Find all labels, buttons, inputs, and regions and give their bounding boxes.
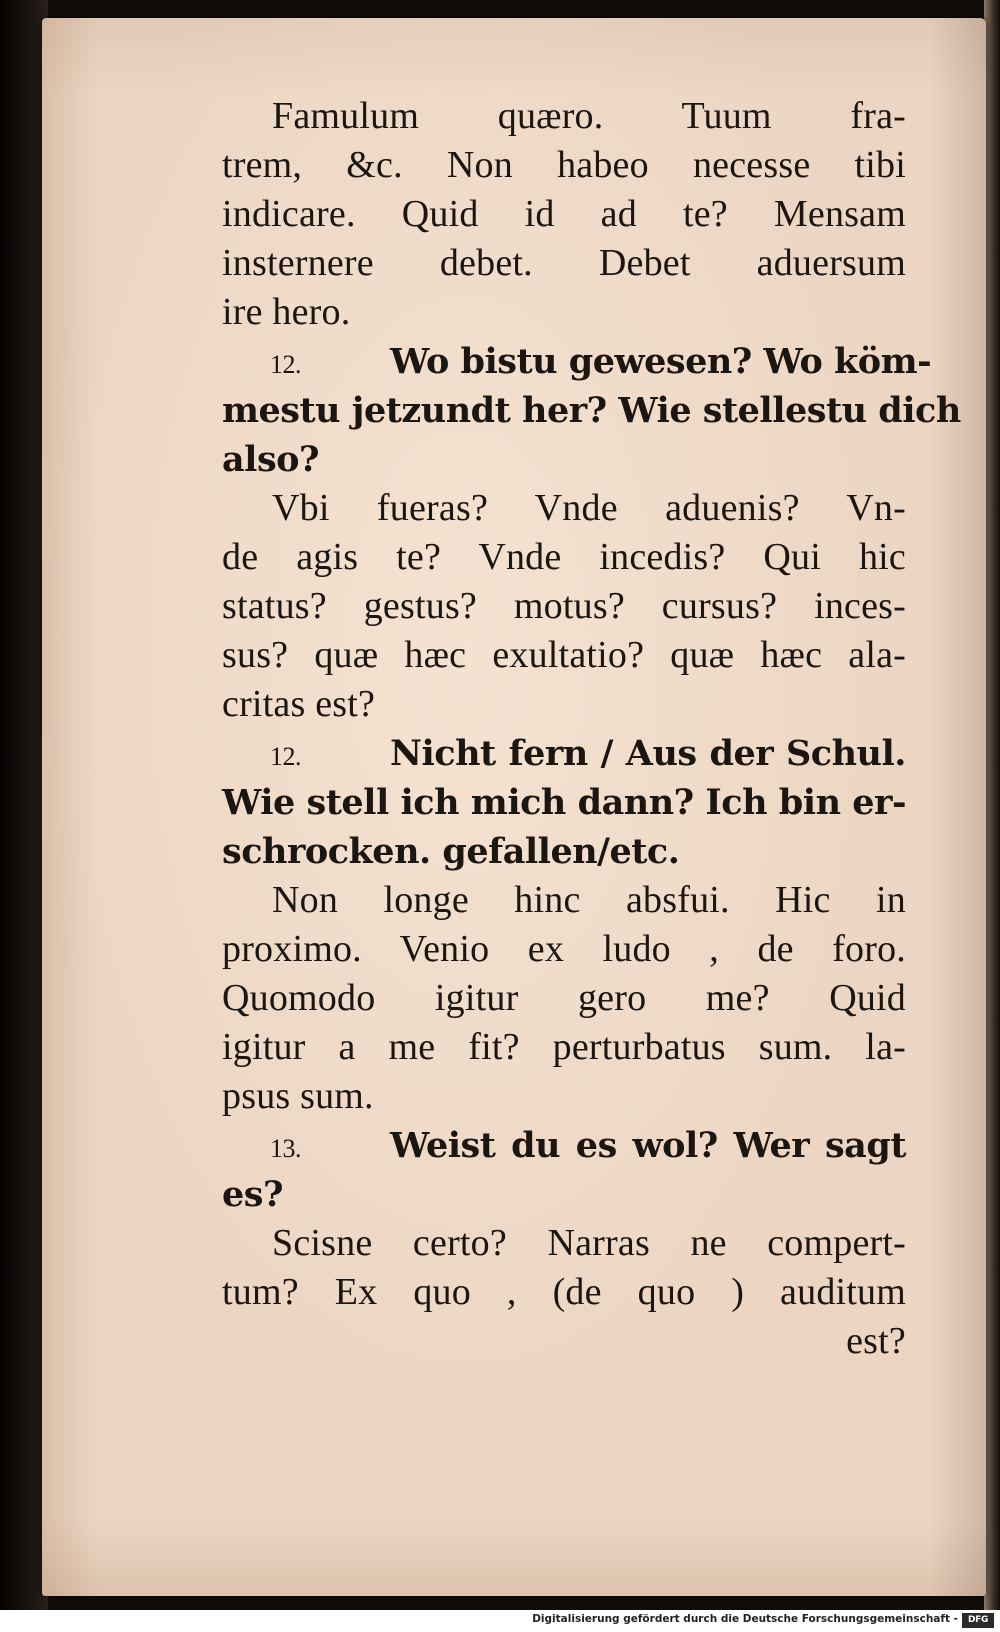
text-line bbox=[222, 288, 906, 337]
text-line bbox=[222, 239, 906, 288]
line-text: Vbi fueras? Vnde aduenis? Vn- bbox=[272, 487, 906, 529]
left-binding-shadow bbox=[0, 0, 48, 1610]
right-page-edge bbox=[984, 0, 1000, 1610]
line-text: Weist du es wol? Wer sagt bbox=[390, 1125, 906, 1166]
line-text: ire hero. bbox=[222, 291, 351, 333]
line-text: indicare. Quid id ad te? Mensam bbox=[222, 193, 906, 235]
text-line bbox=[222, 1023, 906, 1072]
line-text: Non longe hinc absfui. Hic in bbox=[272, 879, 906, 921]
line-text: sus? quæ hæc exultatio? quæ hæc ala- bbox=[222, 634, 906, 676]
text-line bbox=[222, 974, 906, 1023]
text-line bbox=[222, 1121, 906, 1170]
line-text: Nicht fern / Aus der Schul. bbox=[390, 733, 906, 774]
line-text: de agis te? Vnde incedis? Qui hic bbox=[222, 536, 906, 578]
line-text: est? bbox=[846, 1320, 906, 1362]
line-text: proximo. Venio ex ludo , de foro. bbox=[222, 928, 906, 970]
digitization-credit: Digitalisierung gefördert durch die Deutsche Forschungsgemeinschaft - bbox=[532, 1613, 958, 1625]
line-text: Quomodo igitur gero me? Quid bbox=[222, 977, 906, 1019]
text-line bbox=[222, 141, 906, 190]
section-number: 12. bbox=[270, 350, 301, 379]
line-text: es? bbox=[222, 1174, 283, 1215]
line-text: schrocken. gefallen/etc. bbox=[222, 831, 680, 872]
page-text bbox=[222, 92, 961, 1366]
text-line bbox=[222, 337, 932, 386]
text-line bbox=[222, 1170, 906, 1219]
text-line bbox=[222, 680, 906, 729]
text-line bbox=[222, 1072, 906, 1121]
line-text: Scisne certo? Narras ne compert- bbox=[272, 1222, 906, 1264]
text-line bbox=[222, 582, 906, 631]
section-number: 12. bbox=[270, 742, 301, 771]
line-text: psus sum. bbox=[222, 1075, 374, 1117]
text-line bbox=[222, 1219, 906, 1268]
text-line bbox=[222, 533, 906, 582]
section-number: 13. bbox=[270, 1134, 301, 1163]
text-line bbox=[222, 190, 906, 239]
text-line bbox=[222, 876, 906, 925]
line-text: tum? Ex quo , (de quo ) auditum bbox=[222, 1271, 906, 1313]
text-line bbox=[222, 1317, 906, 1366]
text-line bbox=[222, 1268, 906, 1317]
line-text: insternere debet. Debet aduersum bbox=[222, 242, 906, 284]
text-line bbox=[222, 925, 906, 974]
line-text: also? bbox=[222, 439, 320, 480]
line-text: critas est? bbox=[222, 683, 376, 725]
line-text: status? gestus? motus? cursus? inces- bbox=[222, 585, 906, 627]
footer-bar bbox=[0, 1610, 1000, 1632]
line-text: trem, &c. Non habeo necesse tibi bbox=[222, 144, 906, 186]
text-line bbox=[222, 92, 906, 141]
line-text: Wie stell ich mich dann? Ich bin er- bbox=[222, 782, 906, 823]
line-text: igitur a me fit? perturbatus sum. la- bbox=[222, 1026, 906, 1068]
dfg-logo-icon: DFG bbox=[962, 1613, 994, 1628]
line-text: mestu jetzundt her? Wie stellestu dich bbox=[222, 390, 961, 431]
text-line bbox=[222, 631, 906, 680]
line-text: Famulum quæro. Tuum fra- bbox=[272, 95, 906, 137]
text-line bbox=[222, 386, 961, 435]
text-line bbox=[222, 435, 906, 484]
line-text: Wo bistu gewesen? Wo köm- bbox=[390, 341, 932, 382]
text-line bbox=[222, 729, 906, 778]
text-line bbox=[222, 778, 906, 827]
text-line bbox=[222, 484, 906, 533]
text-line bbox=[222, 827, 906, 876]
